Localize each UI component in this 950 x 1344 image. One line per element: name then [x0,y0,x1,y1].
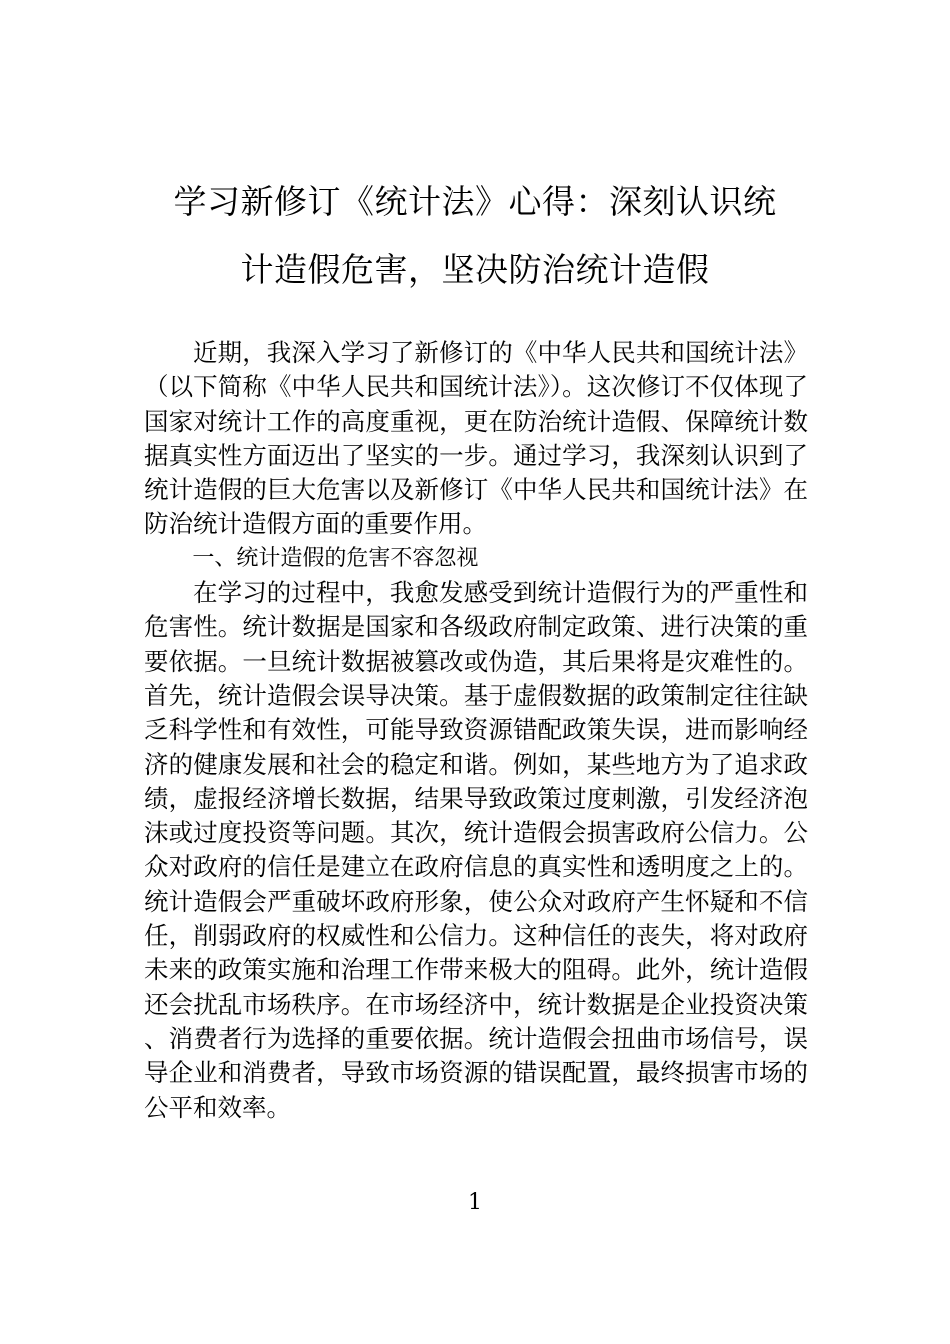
section-heading: 一、统计造假的危害不容忽视 [192,545,479,571]
title-line-2: 计造假危害，坚决防治统计造假 [240,250,710,289]
document-title [150,168,800,304]
page-number: 1 [468,1190,482,1215]
document-body [144,336,808,1125]
title-line-1: 学习新修订《统计法》心得：深刻认识统 [173,182,777,221]
intro-paragraph: 近期，我深入学习了新修订的《中华人民共和国统计法》（以下简称《中华人民共和国统计法》）。这次修订不仅体现了国家对统计工作的高度重视，更在防治统计造假、保障统计数据真实性方面迈出了坚实的一步。通过学习，我深刻认识到了统计造假的巨大危害以及新修订《中华人民共和国统计法》在防治统计造假方面的重要作用。 [144,338,808,539]
section-paragraph: 在学习的过程中，我愈发感受到统计造假行为的严重性和危害性。统计数据是国家和各级政府制定政策、进行决策的重要依据。一旦统计数据被篡改或伪造，其后果将是灾难性的。首先，统计造假会误导决策。基于虚假数据的政策制定往往缺乏科学性和有效性，可能导致资源错配政策失误，进而影响经济的健康发展和社会的稳定和谐。例如，某些地方为了追求政绩，虚报经济增长数据，结果导致政策过度刺激，引发经济泡沫或过度投资等问题。其次，统计造假会损害政府公信力。公众对政府的信任是建立在政府信息的真实性和透明度之上的。统计造假会严重破坏政府形象，使公众对政府产生怀疑和不信任，削弱政府的权威性和公信力。这种信任的丧失，将对政府未来的政策实施和治理工作带来极大的阻碍。此外，统计造假还会扰乱市场秩序。在市场经济中，统计数据是企业投资决策、消费者行为选择的重要依据。统计造假会扭曲市场信号，误导企业和消费者，导致市场资源的错误配置，最终损害市场的公平和效率。 [144,578,808,1122]
